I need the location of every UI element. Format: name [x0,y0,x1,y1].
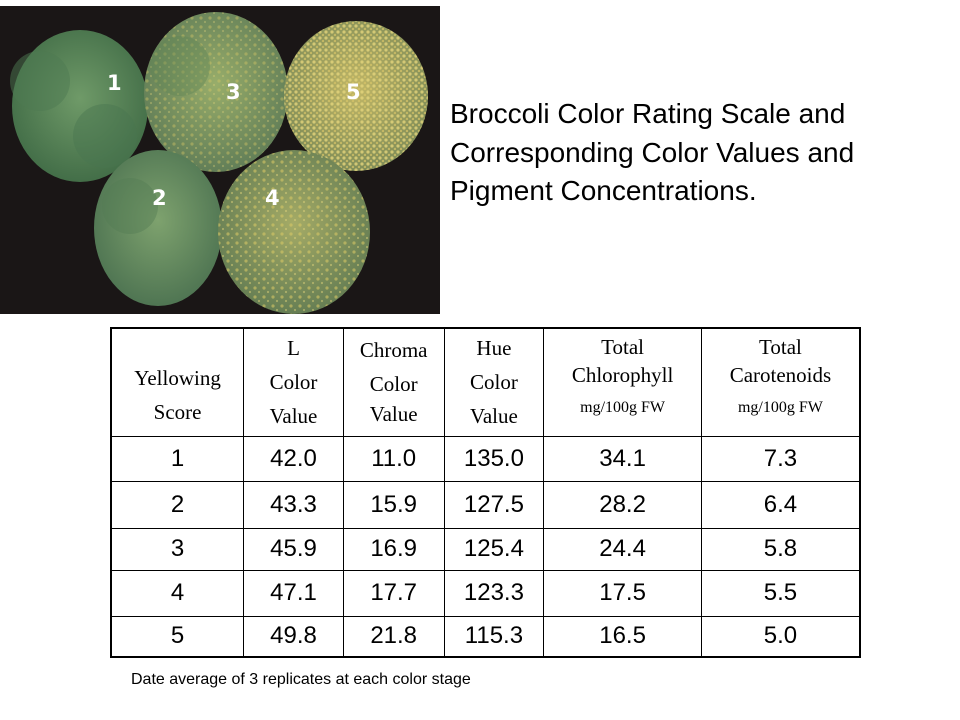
cell-hue: 123.3 [444,570,544,616]
broccoli-head-1 [10,30,148,182]
table-row [111,481,860,528]
label-5: 5 [346,80,361,104]
cell-chroma: 11.0 [343,436,444,481]
slide-title [450,95,950,211]
label-4: 4 [265,186,280,210]
cell-carotenoids: 5.8 [701,528,860,570]
broccoli-head-3 [144,12,288,172]
cell-l-value: 47.1 [244,570,344,616]
broccoli-head-4 [218,150,370,314]
cell-carotenoids: 5.0 [701,616,860,657]
cell-carotenoids: 5.5 [701,570,860,616]
cell-l-value: 45.9 [244,528,344,570]
table-header-row [111,328,860,436]
cell-score: 3 [111,528,244,570]
cell-chroma: 15.9 [343,481,444,528]
label-3: 3 [226,80,241,104]
cell-l-value: 42.0 [244,436,344,481]
cell-score: 5 [111,616,244,657]
cell-chroma: 17.7 [343,570,444,616]
cell-l-value: 43.3 [244,481,344,528]
broccoli-illustration [0,6,440,314]
header-hue-color-value: Hue Color Value [444,328,544,436]
cell-chroma: 16.9 [343,528,444,570]
cell-chlorophyll: 28.2 [544,481,702,528]
title-line-2: Corresponding Color Values and [450,136,855,168]
footnote: Date average of 3 replicates at each color stage [131,671,471,688]
cell-l-value: 49.8 [244,616,344,657]
cell-score: 2 [111,481,244,528]
cell-hue: 125.4 [444,528,544,570]
cell-carotenoids: 7.3 [701,436,860,481]
title-line-3: Pigment Concentrations. [450,175,757,206]
header-yellowing-score: Yellowing Score [111,328,244,436]
header-l-color-value: L Color Value [244,328,344,436]
table-row [111,528,860,570]
cell-carotenoids: 6.4 [701,481,860,528]
cell-chlorophyll: 24.4 [544,528,702,570]
cell-hue: 135.0 [444,436,544,481]
table-row [111,616,860,657]
header-total-carotenoids: Total Carotenoids mg/100g FW [701,328,860,436]
title-line-1: Broccoli Color Rating Scale and [450,98,846,129]
cell-hue: 115.3 [444,616,544,657]
cell-chlorophyll: 34.1 [544,436,702,481]
header-total-chlorophyll: Total Chlorophyll mg/100g FW [544,328,702,436]
broccoli-head-2 [94,150,222,306]
cell-chroma: 21.8 [343,616,444,657]
table-row [111,570,860,616]
label-1: 1 [107,71,122,95]
label-2: 2 [152,186,167,210]
color-values-table [110,327,861,658]
cell-hue: 127.5 [444,481,544,528]
cell-score: 1 [111,436,244,481]
cell-score: 4 [111,570,244,616]
table-row [111,436,860,481]
broccoli-photo [0,6,440,314]
cell-chlorophyll: 17.5 [544,570,702,616]
cell-chlorophyll: 16.5 [544,616,702,657]
header-chroma-color-value: Chroma Color Value [343,328,444,436]
